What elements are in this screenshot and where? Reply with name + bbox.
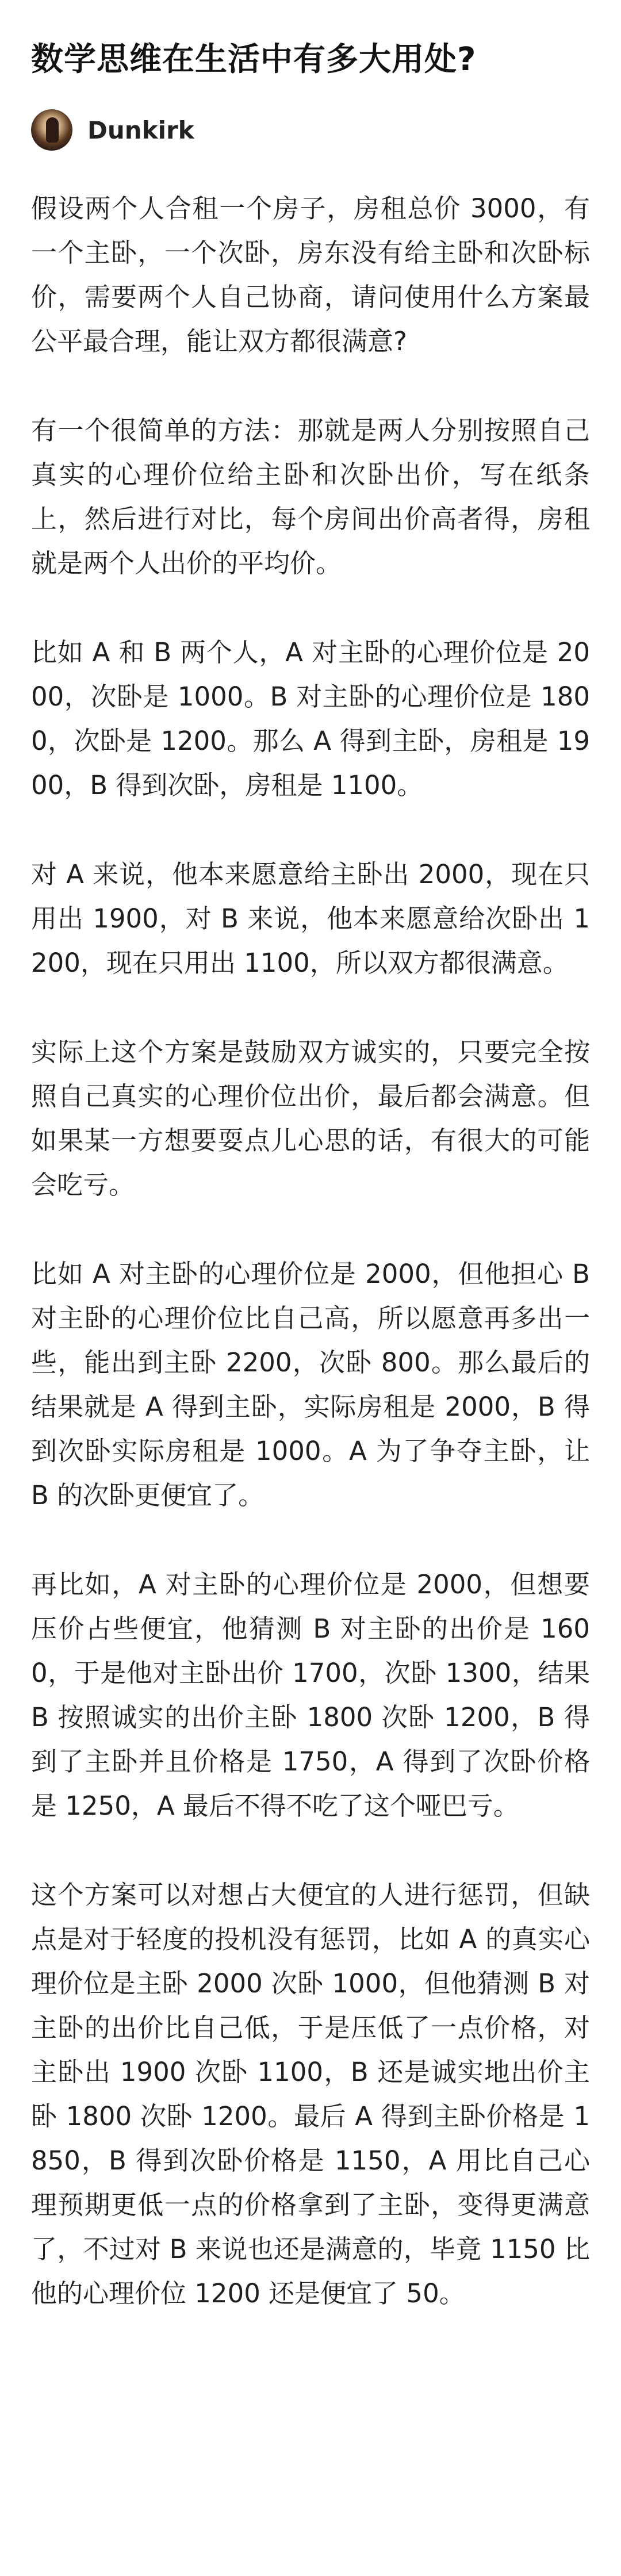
answer-paragraph: 再比如，A 对主卧的心理价位是 2000，但想要压价占些便宜，他猜测 B 对主卧的出价是 1600，于是他对主卧出价 1700，次卧 1300，结果 B 按照诚实的出价主卧 1800 次卧 1200，B 得到了主卧并且价格是 1750，A 得到了次卧价格是 1250，A 最后不得不吃了这个哑巴亏。: [31, 1569, 590, 1821]
answer-paragraph: 假设两个人合租一个房子，房租总价 3000，有一个主卧，一个次卧，房东没有给主卧和次卧标价，需要两个人自己协商，请问使用什么方案最公平最合理，能让双方都很满意?: [31, 193, 590, 356]
avatar-figure: [46, 117, 59, 143]
answer-paragraph: 比如 A 对主卧的心理价位是 2000，但他担心 B 对主卧的心理价位比自己高，所以愿意再多出一些，能出到主卧 2200，次卧 800。那么最后的结果就是 A 得到主卧，实际房租是 2000，B 得到次卧实际房租是 1000。A 为了争夺主卧，让 B 的次卧更便宜了。: [31, 1259, 590, 1511]
answer-paragraph: 比如 A 和 B 两个人，A 对主卧的心理价位是 2000，次卧是 1000。B 对主卧的心理价位是 1800，次卧是 1200。那么 A 得到主卧，房租是 1900，B 得到次卧，房租是 1100。: [31, 637, 590, 800]
question-title[interactable]: 数学思维在生活中有多大用处?: [31, 41, 477, 78]
answer-paragraph: 这个方案可以对想占大便宜的人进行惩罚，但缺点是对于轻度的投机没有惩罚，比如 A 的真实心理价位是主卧 2000 次卧 1000，但他猜测 B 对主卧的出价比自己低，于是压低了一点价格，对主卧出 1900 次卧 1100，B 还是诚实地出价主卧 1800 次卧 1200。最后 A 得到主卧价格是 1850，B 得到次卧价格是 1150，A 用比自己心理预期更低一点的价格拿到了主卧，变得更满意了，不过对 B 来说也还是满意的，毕竟 1150 比他的心理价位 1200 还是便宜了 50。: [31, 1880, 590, 2309]
author-row[interactable]: [31, 106, 590, 154]
answer-paragraph: 有一个很简单的方法：那就是两人分别按照自己真实的心理价位给主卧和次卧出价，写在纸条上，然后进行对比，每个房间出价高者得，房租就是两个人出价的平均价。: [31, 415, 590, 578]
author-name[interactable]: Dunkirk: [87, 116, 194, 144]
answer-paragraph: 实际上这个方案是鼓励双方诚实的，只要完全按照自己真实的心理价位出价，最后都会满意。但如果某一方想要耍点儿心思的话，有很大的可能会吃亏。: [31, 1037, 590, 1200]
answer-content: [31, 186, 590, 2316]
answer-paragraph: 对 A 来说，他本来愿意给主卧出 2000，现在只用出 1900，对 B 来说，他本来愿意给次卧出 1200，现在只用出 1100，所以双方都很满意。: [31, 859, 590, 978]
avatar-portrait-icon[interactable]: [31, 109, 72, 151]
